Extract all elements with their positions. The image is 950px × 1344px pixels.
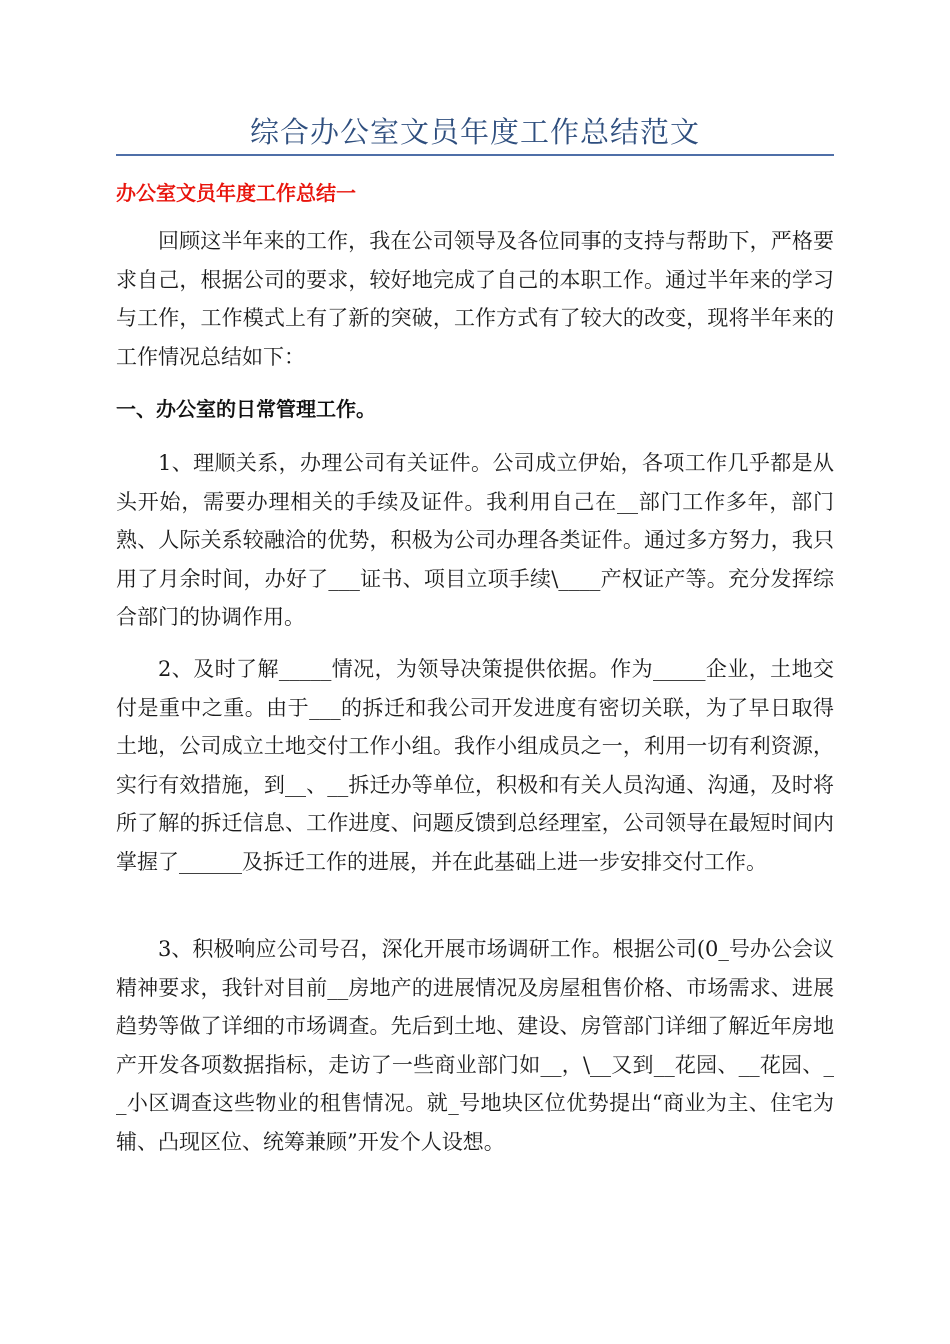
intro-paragraph: 回顾这半年来的工作，我在公司领导及各位同事的支持与帮助下，严格要求自己，根据公司的要求，较好地完成了自己的本职工作。通过半年来的学习与工作，工作模式上有了新的突破，工作方式有了较大的改变，现将半年来的工作情况总结如下： [116, 229, 834, 369]
paragraph-item-3: 3、积极响应公司号召，深化开展市场调研工作。根据公司(0_号办公会议精神要求，我针对目前__房地产的进展情况及房屋租售价格、市场需求、进展趋势等做了详细的市场调查。先后到土地、建设、房管部门详细了解近年房地产开发各项数据指标，走访了一些商业部门如__，\__又到__花园、__花园、__小区调查这些物业的租售情况。就_号地块区位优势提出“商业为主、住宅为辅、凸现区位、统筹兼顾”开发个人设想。 [116, 937, 834, 1154]
title-underline [116, 154, 834, 156]
section-heading: 办公室文员年度工作总结一 [116, 181, 356, 205]
document-title: 综合办公室文员年度工作总结范文 [249, 115, 700, 149]
subheading-office-management: 一、办公室的日常管理工作。 [116, 397, 376, 421]
paragraph-item-1: 1、理顺关系，办理公司有关证件。公司成立伊始，各项工作几乎都是从头开始，需要办理相关的手续及证件。我利用自己在__部门工作多年，部门熟、人际关系较融洽的优势，积极为公司办理各类证件。通过多方努力，我只用了月余时间，办好了___证书、项目立项手续\____产权证产等。充分发挥综合部门的协调作用。 [116, 451, 834, 629]
paragraph-item-2: 2、及时了解_____情况，为领导决策提供依据。作为_____企业，土地交付是重中之重。由于___的拆迁和我公司开发进度有密切关联，为了早日取得土地，公司成立土地交付工作小组。我作小组成员之一，利用一切有利资源，实行有效措施，到__、__拆迁办等单位，积极和有关人员沟通、沟通，及时将所了解的拆迁信息、工作进度、问题反馈到总经理室，公司领导在最短时间内掌握了______及拆迁工作的进展，并在此基础上进一步安排交付工作。 [116, 657, 834, 874]
